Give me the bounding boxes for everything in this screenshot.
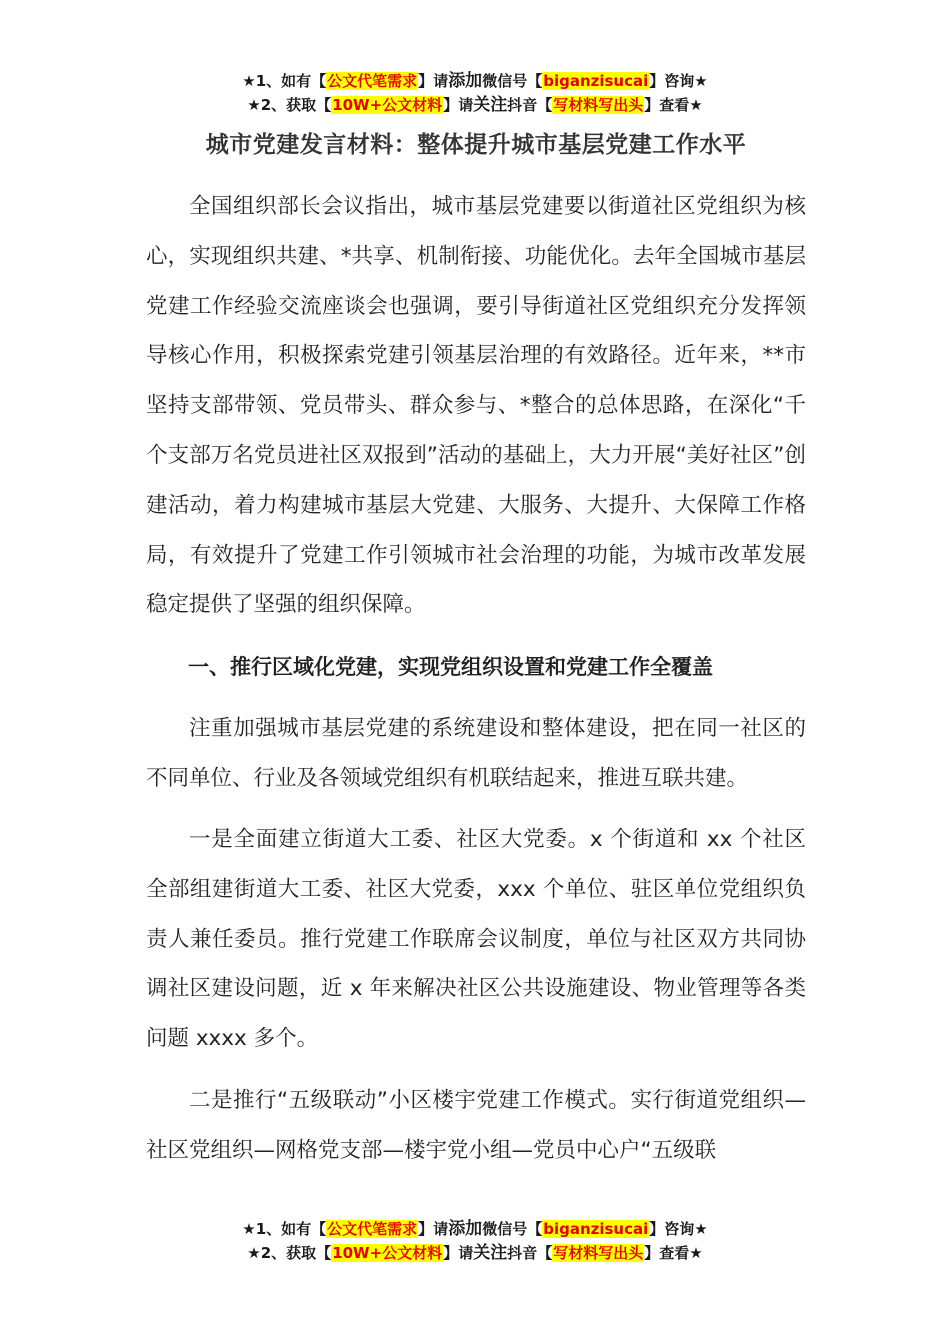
paragraph-point-1: 一是全面建立街道大工委、社区大党委。x 个街道和 xx 个社区全部组建街道大工委、社区大党委，xxx 个单位、驻区单位党组织负责人兼任委员。推行党建工作联席会议制度，单位与社区双方共同协调社区建设问题，近 x 年来解决社区公共设施建设、物业管理等各类问题 xxxx 多个。 (146, 827, 806, 1052)
promo-line-2 (0, 1242, 950, 1266)
promo-emphasis: 关注 (473, 95, 508, 115)
promo-text: 微信号【 (482, 1220, 543, 1238)
paragraph-intro: 全国组织部长会议指出，城市基层党建要以街道社区党组织为核心，实现组织共建、*共享、机制衔接、功能优化。去年全国城市基层党建工作经验交流座谈会也强调，要引导街道社区党组织充分发挥领导核心作用，积极探索党建引领基层治理的有效路径。近年来，**市坚持支部带领、党员带头、群众参与、*整合的总体思路，在深化“千个支部万名党员进社区双报到”活动的基础上，大力开展“美好社区”创建活动，着力构建城市基层大党建、大服务、大提升、大保障工作格局，有效提升了党建工作引领城市社会治理的功能，为城市改革发展稳定提供了坚强的组织保障。 (146, 194, 806, 618)
promo-line-2 (0, 94, 950, 118)
document-title: 城市党建发言材料：整体提升城市基层党建工作水平 (205, 132, 747, 158)
promo-line-1 (0, 1218, 950, 1242)
promo-text: 抖音【 (507, 96, 553, 114)
promo-text: ★1、如有【 (242, 1220, 327, 1238)
promo-text: 】请 (443, 96, 474, 114)
promo-text: 】查看★ (644, 1244, 703, 1262)
promo-text: 】请 (443, 1244, 474, 1262)
promo-line-1 (0, 70, 950, 94)
promo-highlight: 公文代笔需求 (327, 72, 418, 90)
promo-text: 】请 (418, 72, 449, 90)
promo-highlight-wechat: biganzisucai (543, 72, 649, 90)
bottom-promo-banner (0, 1218, 950, 1266)
top-promo-banner (0, 70, 950, 118)
promo-highlight: 10W+公文材料 (332, 96, 443, 114)
paragraph-section1-intro: 注重加强城市基层党建的系统建设和整体建设，把在同一社区的不同单位、行业及各领域党组织有机联结起来，推进互联共建。 (146, 716, 806, 791)
promo-highlight: 10W+公文材料 (332, 1244, 443, 1262)
promo-highlight-douyin: 写材料写出头 (553, 1244, 644, 1262)
promo-text: 】查看★ (644, 96, 703, 114)
promo-text: 微信号【 (482, 72, 543, 90)
promo-text: ★2、获取【 (247, 96, 332, 114)
promo-text: 抖音【 (507, 1244, 553, 1262)
promo-highlight-douyin: 写材料写出头 (553, 96, 644, 114)
paragraph-point-2: 二是推行“五级联动”小区楼宇党建工作模式。实行街道党组织—社区党组织—网格党支部—楼宇党小组—党员中心户“五级联 (146, 1088, 806, 1163)
promo-emphasis: 关注 (473, 1243, 508, 1263)
promo-emphasis: 添加 (448, 71, 483, 91)
promo-text: 】请 (418, 1220, 449, 1238)
promo-text: 】咨询★ (649, 1220, 708, 1238)
promo-highlight: 公文代笔需求 (327, 1220, 418, 1238)
promo-text: ★1、如有【 (242, 72, 327, 90)
promo-text: ★2、获取【 (247, 1244, 332, 1262)
promo-highlight-wechat: biganzisucai (543, 1220, 649, 1238)
promo-text: 】咨询★ (649, 72, 708, 90)
promo-emphasis: 添加 (448, 1219, 483, 1239)
section-heading-1: 一、推行区域化党建，实现党组织设置和党建工作全覆盖 (188, 655, 713, 679)
